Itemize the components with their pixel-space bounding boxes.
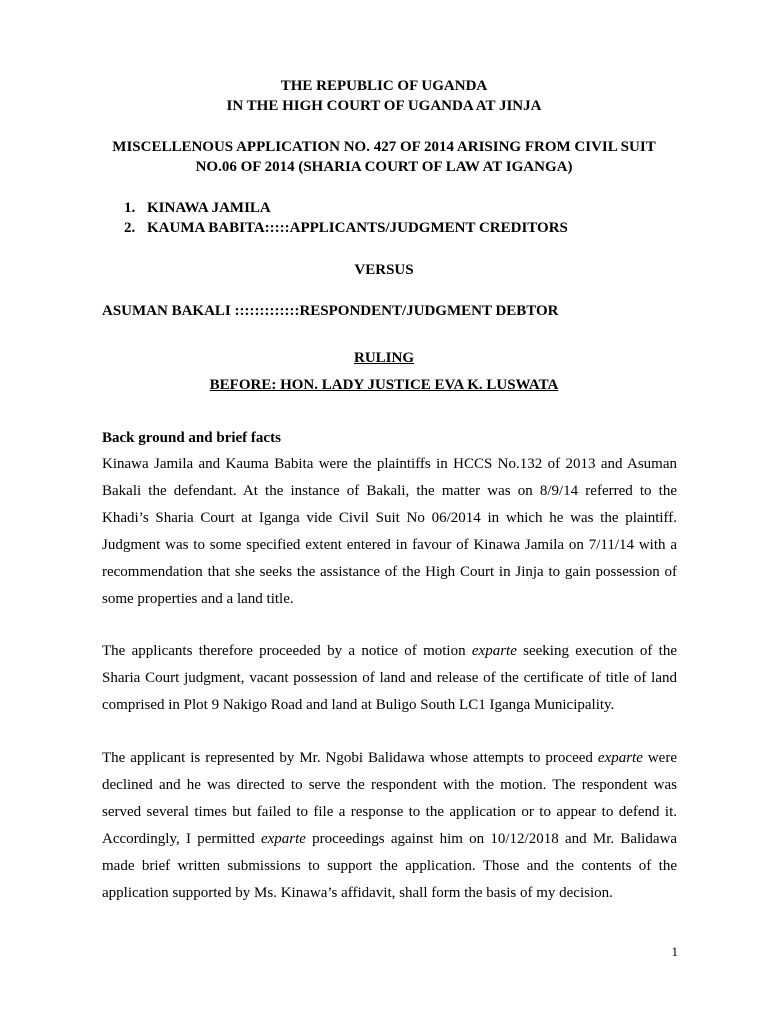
paragraph-line (102, 745, 677, 772)
ruling-before-judge: BEFORE: HON. LADY JUSTICE EVA K. LUSWATA (209, 377, 559, 393)
paragraph-line (102, 826, 677, 853)
applicant-number: 1. (124, 200, 136, 216)
paragraph-line: Sharia Court judgment, vacant possession of land and release of the certificate of title of land (102, 670, 677, 686)
paragraph-line: recommendation that she seeks the assistance of the High Court in Jinja to gain possession of (102, 564, 677, 580)
paragraph-application (102, 638, 677, 719)
application-title-line-1: MISCELLENOUS APPLICATION NO. 427 OF 2014 ARISING FROM CIVIL SUIT (112, 139, 656, 155)
paragraph-line: Judgment was to some specified extent entered in favour of Kinawa Jamila on 7/11/14 with a (102, 537, 677, 553)
paragraph-line: served several times but failed to file a response to the application or to appear to defend it. (102, 804, 677, 820)
ruling-before-wrap (0, 375, 768, 395)
text-run: Accordingly, I permitted (102, 831, 261, 847)
application-title (0, 137, 768, 177)
applicant-item (124, 198, 568, 218)
header-court: IN THE HIGH COURT OF UGANDA AT JINJA (226, 98, 542, 114)
applicant-name: KAUMA BABITA:::::APPLICANTS/JUDGMENT CREDITORS (147, 220, 568, 236)
text-run: proceedings against him on 10/12/2018 and Mr. Balidawa (305, 831, 677, 847)
paragraph-background (102, 451, 677, 613)
text-run: The applicant is represented by Mr. Ngobi Balidawa whose attempts to proceed (102, 750, 598, 766)
paragraph-line: Khadi’s Sharia Court at Iganga vide Civil Suit No 06/2014 in which he was the plaintiff. (102, 510, 677, 526)
header-republic: THE REPUBLIC OF UGANDA (280, 78, 488, 94)
page-number: 1 (671, 944, 678, 959)
applicant-item (124, 218, 568, 238)
ruling-title: RULING (353, 350, 414, 366)
applicant-number: 2. (124, 220, 136, 236)
paragraph-line: some properties and a land title. (102, 591, 294, 607)
paragraph-line: Bakali the defendant. At the instance of Bakali, the matter was on 8/9/14 referred to the (102, 483, 677, 499)
italic-term: exparte (471, 643, 517, 659)
paragraph-line: Kinawa Jamila and Kauma Babita were the plaintiffs in HCCS No.132 of 2013 and Asuman (102, 456, 677, 472)
applicants-list (124, 198, 568, 238)
paragraph-line: declined and he was directed to serve the respondent with the motion. The respondent was (102, 777, 677, 793)
text-run: seeking execution of the (516, 643, 677, 659)
text-run: were (642, 750, 677, 766)
respondent-line: ASUMAN BAKALI :::::::::::::RESPONDENT/JUDGMENT DEBTOR (102, 303, 559, 319)
paragraph-line: made brief written submissions to support the application. Those and the contents of the (102, 858, 677, 874)
applicant-name: KINAWA JAMILA (147, 200, 271, 216)
versus-label: VERSUS (354, 262, 414, 278)
section-heading: Back ground and brief facts (102, 430, 281, 446)
court-header (0, 76, 768, 116)
application-title-line-2: NO.06 OF 2014 (SHARIA COURT OF LAW AT IGANGA) (195, 159, 573, 175)
paragraph-line: comprised in Plot 9 Nakigo Road and land at Buligo South LC1 Iganga Municipality. (102, 697, 615, 713)
paragraph-line (102, 638, 677, 665)
paragraph-line: application supported by Ms. Kinawa’s affidavit, shall form the basis of my decision. (102, 885, 613, 901)
text-run: The applicants therefore proceeded by a notice of motion (102, 643, 472, 659)
paragraph-representation (102, 745, 677, 907)
italic-term: exparte (260, 831, 306, 847)
ruling-title-wrap (0, 348, 768, 368)
italic-term: exparte (597, 750, 643, 766)
